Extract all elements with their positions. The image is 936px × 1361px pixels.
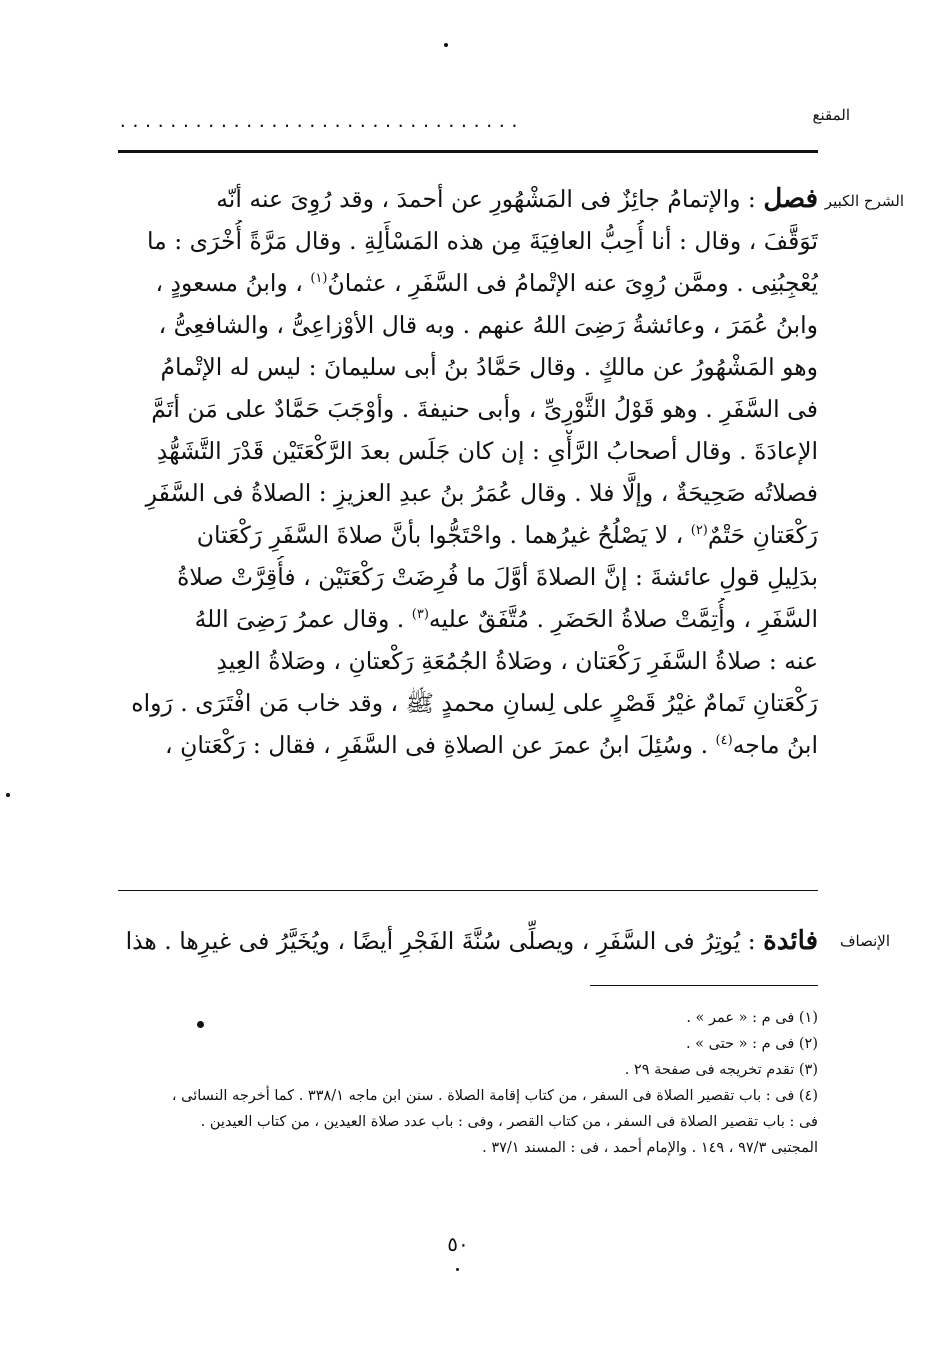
text-line-3: يُعْجِبُنِى . وممَّن رُوِىَ عنه الإتْمامُ فى السَّفَرِ ، عثمانُ$^{(١)}$ ، وابنُ مسعودٍ ، (155, 269, 818, 297)
footnote-marker-2: (٢) (690, 523, 708, 539)
footnote-1: (١) فى م : « عمر » . (686, 1010, 818, 1026)
insaf-line: فائدة : يُوتِرُ فى السَّفَرِ ، ويصلِّى سُنَّةَ الفَجْرِ أيضًا ، ويُخَيَّرُ فى غيرِها . هذا (125, 926, 818, 956)
text-line-12: عنه : صلاةُ السَّفَرِ رَكْعَتان ، وصَلاةُ الجُمُعَةِ رَكْعتانِ ، وصَلاةُ العِيدِ (216, 647, 818, 675)
footnotes (118, 1005, 818, 1161)
text-line-1: فصل : والإتمامُ جائِزٌ فى المَشْهُورِ عن أحمدَ ، وقد رُوِىَ عنه أنّه (216, 184, 818, 214)
footnote-marker-1: (١) (310, 271, 328, 287)
footnote-marker-4: (٤) (715, 733, 733, 749)
scan-speck (6, 793, 10, 797)
section-label: الشرح الكبير (824, 192, 904, 210)
text-line-2: تَوَقَّفَ ، وقال : أنا أُحِبُّ العافِيَةَ مِن هذه المَسْأَلِةِ . وقال مَرَّةً أُخْرَى : ما (147, 227, 818, 255)
scan-speck (197, 1021, 204, 1028)
header-title: المقنع (812, 106, 850, 124)
header-dots: ................................ (118, 112, 523, 131)
text-line-7: الإعادَةَ . وقال أصحابُ الرَّأْىِ : إن كان جَلَس بعدَ الرَّكْعَتَيْن قَدْرَ التَّشَهُّدِ (156, 437, 818, 465)
section-divider (118, 890, 818, 891)
text-line-14: ابنُ ماجه$^{(٤)}$ . وسُئِلَ ابنُ عمرَ عن الصلاةِ فى السَّفَرِ ، فقال : رَكْعَتانِ ، (165, 731, 818, 759)
footnote-rule (590, 985, 818, 986)
header-rule (118, 150, 818, 153)
text-line-10: بدَلِيلِ قولِ عائشةَ : إنَّ الصلاةَ أوَّلَ ما فُرِضَتْ رَكْعَتَيْن ، فأُقِرَّتْ صلاةُ (177, 563, 818, 591)
insaf-text (118, 920, 818, 962)
text-line-8: فصلاتُه صَحِيحَةٌ ، وإلَّا فلا . وقال عُمَرُ بنُ عبدِ العزيزِ : الصلاةُ فى السَّفَرِ (145, 479, 818, 507)
footnote-marker-3: (٣) (411, 607, 429, 623)
footnote-2: (٢) فى م : « حتى » . (685, 1036, 818, 1052)
footnote-4-line-1: (٤) فى : باب تقصير الصلاة فى السفر ، من كتاب إقامة الصلاة . سنن ابن ماجه ٣٣٨/١ . كما أخرجه النسائى ، (171, 1088, 818, 1104)
footnote-4-line-2: فى : باب تقصير الصلاة فى السفر ، من كتاب القصر ، وفى : باب عدد صلاة العيدين ، من كتاب العيدين . (200, 1114, 818, 1130)
footnote-4-line-3: المجتبى ٩٧/٣ ، ١٤٩ . والإمام أحمد ، فى : المسند ٣٧/١ . (482, 1140, 818, 1156)
main-text (118, 178, 818, 766)
text-line-6: فى السَّفَرِ . وهو قَوْلُ الثَّوْرِىِّ ، وأبى حنيفةَ . وأوْجَبَ حَمَّادٌ على مَن أتَمَّ (151, 395, 818, 423)
footnote-3: (٣) تقدم تخريجه فى صفحة ٢٩ . (624, 1062, 818, 1078)
text-line-5: وهو المَشْهُورُ عن مالكٍ . وقال حَمَّادُ بنُ أبى سليمانَ : ليس له الإتْمامُ (160, 353, 818, 381)
section-lead-word: فصل (763, 184, 818, 214)
insaf-label: الإنصاف (839, 932, 890, 950)
page-number: ٥٠ (447, 1232, 469, 1256)
text-line-9: رَكْعَتانِ حَتْمٌ$^{(٢)}$ ، لا يَصْلُحُ غيرُهما . واحْتَجُّوا بأنَّ صلاةَ السَّفَرِ رَكْعَتان (196, 521, 818, 549)
text-line-4: وابنُ عُمَرَ ، وعائشةُ رَضِىَ اللهُ عنهم . وبه قال الأوْزاعِىُّ ، والشافعِىُّ ، (158, 311, 818, 339)
text-line-11: السَّفَرِ ، وأُتِمَّتْ صلاةُ الحَضَرِ . مُتَّفَقٌ عليه$^{(٣)}$ . وقال عمرُ رَضِىَ اللهُ (194, 605, 818, 633)
insaf-lead-word: فائدة (763, 926, 818, 956)
scan-speck (456, 1268, 459, 1271)
text-line-13: رَكْعَتانِ تَمامٌ غيْرُ قَصْرٍ على لِسانِ محمدٍ ﷺ ، وقد خاب مَن افْتَرَى . رَواه (131, 689, 818, 717)
scan-speck (444, 43, 448, 47)
